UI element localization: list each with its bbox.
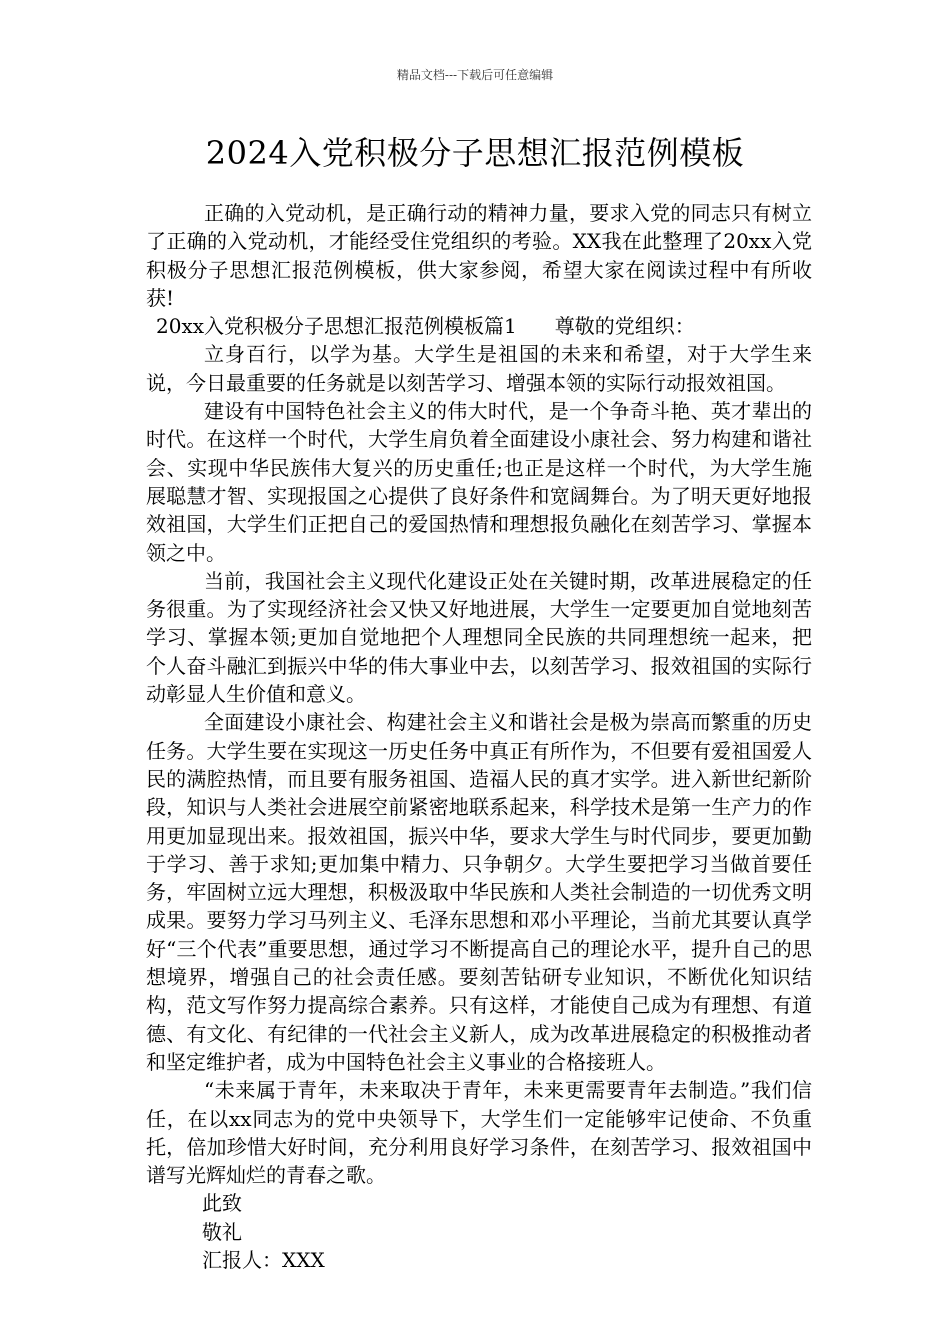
reporter-signature: 汇报人：XXX (202, 1247, 325, 1272)
body-paragraph: 建设有中国特色社会主义的伟大时代，是一个争奇斗艳、英才辈出的时代。在这样一个时代，大学生肩负着全面建设小康社会、努力构建和谐社会、实现中华民族伟大复兴的历史重任;也正是这样一个时代，为大学生施展聪慧才智、实现报国之心提供了良好条件和宽阔舞台。为了明天更好地报效祖国，大学生们正把自己的爱国热情和理想报负融化在刻苦学习、掌握本领之中。 (146, 399, 812, 565)
intro-paragraph: 正确的入党动机，是正确行动的精神力量，要求入党的同志只有树立了正确的入党动机，才能经受住党组织的考验。XX我在此整理了20xx入党积极分子思想汇报范例模板，供大家参阅，希望大家在阅读过程中有所收获! (146, 201, 812, 310)
greeting: 尊敬的党组织： (554, 314, 695, 339)
body-paragraph: 立身百行，以学为基。大学生是祖国的未来和希望，对于大学生来说，今日最重要的任务就是以刻苦学习、增强本领的实际行动报效祖国。 (146, 342, 812, 395)
document-title: 2024入党积极分子思想汇报范例模板 (205, 134, 745, 172)
closing-regards: 敬礼 (202, 1219, 242, 1244)
body-paragraph: 当前，我国社会主义现代化建设正处在关键时期，改革进展稳定的任务很重。为了实现经济社会又快又好地进展，大学生一定要更加自觉地刻苦学习、掌握本领;更加自觉地把个人理想同全民族的共同理想统一起来，把个人奋斗融汇到振兴中华的伟大事业中去，以刻苦学习、报效祖国的实际行动彰显人生价值和意义。 (146, 568, 812, 707)
header-note: 精品文档---下载后可任意编辑 (396, 68, 554, 82)
section-heading: 20xx入党积极分子思想汇报范例模板篇1 (156, 314, 517, 339)
document-body (146, 199, 812, 1274)
closing-salutation: 此致 (202, 1191, 242, 1216)
body-paragraph: “未来属于青年，未来取决于青年，未来更需要青年去制造。”我们信任，在以xx同志为的党中央领导下，大学生们一定能够牢记使命、不负重托，倍加珍惜大好时间，充分利用良好学习条件，在刻苦学习、报效祖国中谱写光辉灿烂的青春之歌。 (146, 1078, 812, 1188)
body-paragraph: 全面建设小康社会、构建社会主义和谐社会是极为崇高而繁重的历史任务。大学生要在实现这一历史任务中真正有所作为，不但要有爱祖国爱人民的满腔热情，而且要有服务祖国、造福人民的真才实学。进入新世纪新阶段，知识与人类社会进展空前紧密地联系起来，科学技术是第一生产力的作用更加显现出来。报效祖国，振兴中华，要求大学生与时代同步，要更加勤于学习、善于求知;更加集中精力、只争朝夕。大学生要把学习当做首要任务，牢固树立远大理想，积极汲取中华民族和人类社会制造的一切优秀文明成果。要努力学习马列主义、毛泽东思想和邓小平理论，当前尤其要认真学好“三个代表”重要思想，通过学习不断提高自己的理论水平，提升自己的思想境界，增强自己的社会责任感。要刻苦钻研专业知识，不断优化知识结构，范文写作努力提高综合素养。只有这样，才能使自己成为有理想、有道德、有文化、有纪律的一代社会主义新人，成为改革进展稳定的积极推动者和坚定维护者，成为中国特色社会主义事业的合格接班人。 (146, 710, 812, 1074)
section-heading-line (146, 312, 812, 340)
